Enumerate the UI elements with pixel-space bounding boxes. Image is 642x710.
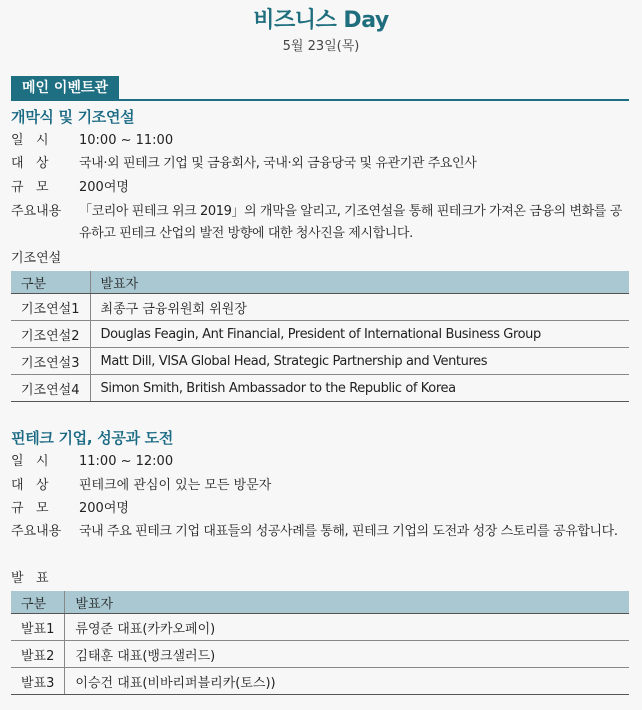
info-value: 200여명 <box>79 501 129 516</box>
table-header-row <box>11 271 629 294</box>
info-row-audience <box>11 153 477 175</box>
table-cell-speaker: 이승건 대표(비바리퍼블리카(토스)) <box>65 668 629 695</box>
info-row-scale <box>11 498 129 520</box>
table-cell-speaker: Douglas Feagin, Ant Financial, President of International Business Group <box>90 321 629 348</box>
table-cell-speaker: 김태훈 대표(뱅크샐러드) <box>65 641 629 668</box>
info-row-content <box>11 201 622 241</box>
table-cell-speaker: 최종구 금융위원회 위원장 <box>90 294 629 321</box>
col-header-category: 구분 <box>11 591 65 614</box>
col-header-speaker: 발표자 <box>65 591 629 614</box>
table-cell-category: 발표1 <box>11 614 65 641</box>
info-value: 핀테크에 관심이 있는 모든 방문자 <box>79 478 272 493</box>
table-cell-speaker: 류영준 대표(카카오페이) <box>65 614 629 641</box>
table-cell-category: 기조연설2 <box>11 321 90 348</box>
table-row <box>11 375 629 402</box>
info-row-content <box>11 521 618 543</box>
presentation-table <box>11 591 629 695</box>
table-cell-category: 발표3 <box>11 668 65 695</box>
table-cell-category: 기조연설3 <box>11 348 90 375</box>
info-value: 11:00 ~ 12:00 <box>79 454 174 469</box>
table-row <box>11 321 629 348</box>
table-cell-speaker: Matt Dill, VISA Global Head, Strategic Partnership and Ventures <box>90 348 629 375</box>
info-row-scale <box>11 177 129 199</box>
info-value: 국내 주요 핀테크 기업 대표들의 성공사례를 통해, 핀테크 기업의 도전과 성장 스토리를 공유합니다. <box>79 524 618 539</box>
info-label: 주요내용 <box>11 524 62 539</box>
info-row-audience <box>11 475 272 497</box>
session-title-fintech: 핀테크 기업, 성공과 도전 <box>11 429 174 447</box>
info-row-time <box>11 130 174 152</box>
info-label: 대 상 <box>11 156 49 171</box>
table-cell-category: 기조연설4 <box>11 375 90 402</box>
info-value: 「코리아 핀테크 위크 2019」의 개막을 알리고, 기조연설을 통해 핀테크가 가져온 금융의 변화를 공유하고 핀테크 산업의 발전 방향에 대한 청사진을 제시합니다. <box>79 204 622 241</box>
table-caption-presentation: 발 표 <box>11 571 49 586</box>
event-date: 5월 23일(목) <box>282 39 360 54</box>
table-row <box>11 348 629 375</box>
table-row <box>11 294 629 321</box>
info-label: 대 상 <box>11 478 49 493</box>
table-row <box>11 614 629 641</box>
info-label: 규 모 <box>11 180 49 195</box>
hall-badge: 메인 이벤트관 <box>11 76 119 101</box>
col-header-category: 구분 <box>11 271 90 294</box>
info-value: 200여명 <box>79 180 129 195</box>
info-value: 10:00 ~ 11:00 <box>79 133 174 148</box>
hall-divider <box>11 99 629 101</box>
info-label: 규 모 <box>11 501 49 516</box>
table-row <box>11 668 629 695</box>
info-row-time <box>11 451 174 473</box>
col-header-speaker: 발표자 <box>90 271 629 294</box>
table-cell-speaker: Simon Smith, British Ambassador to the Republic of Korea <box>90 375 629 402</box>
table-row <box>11 641 629 668</box>
info-label: 주요내용 <box>11 204 62 219</box>
info-label: 일 시 <box>11 454 49 469</box>
table-caption-keynote: 기조연설 <box>11 251 62 266</box>
page-title: 비즈니스 Day <box>253 8 389 33</box>
session-title-opening: 개막식 및 기조연설 <box>11 108 135 126</box>
keynote-table <box>11 271 629 402</box>
info-value: 국내·외 핀테크 기업 및 금융회사, 국내·외 금융당국 및 유관기관 주요인사 <box>79 156 477 171</box>
table-cell-category: 기조연설1 <box>11 294 90 321</box>
table-cell-category: 발표2 <box>11 641 65 668</box>
info-label: 일 시 <box>11 133 49 148</box>
table-header-row <box>11 591 629 614</box>
